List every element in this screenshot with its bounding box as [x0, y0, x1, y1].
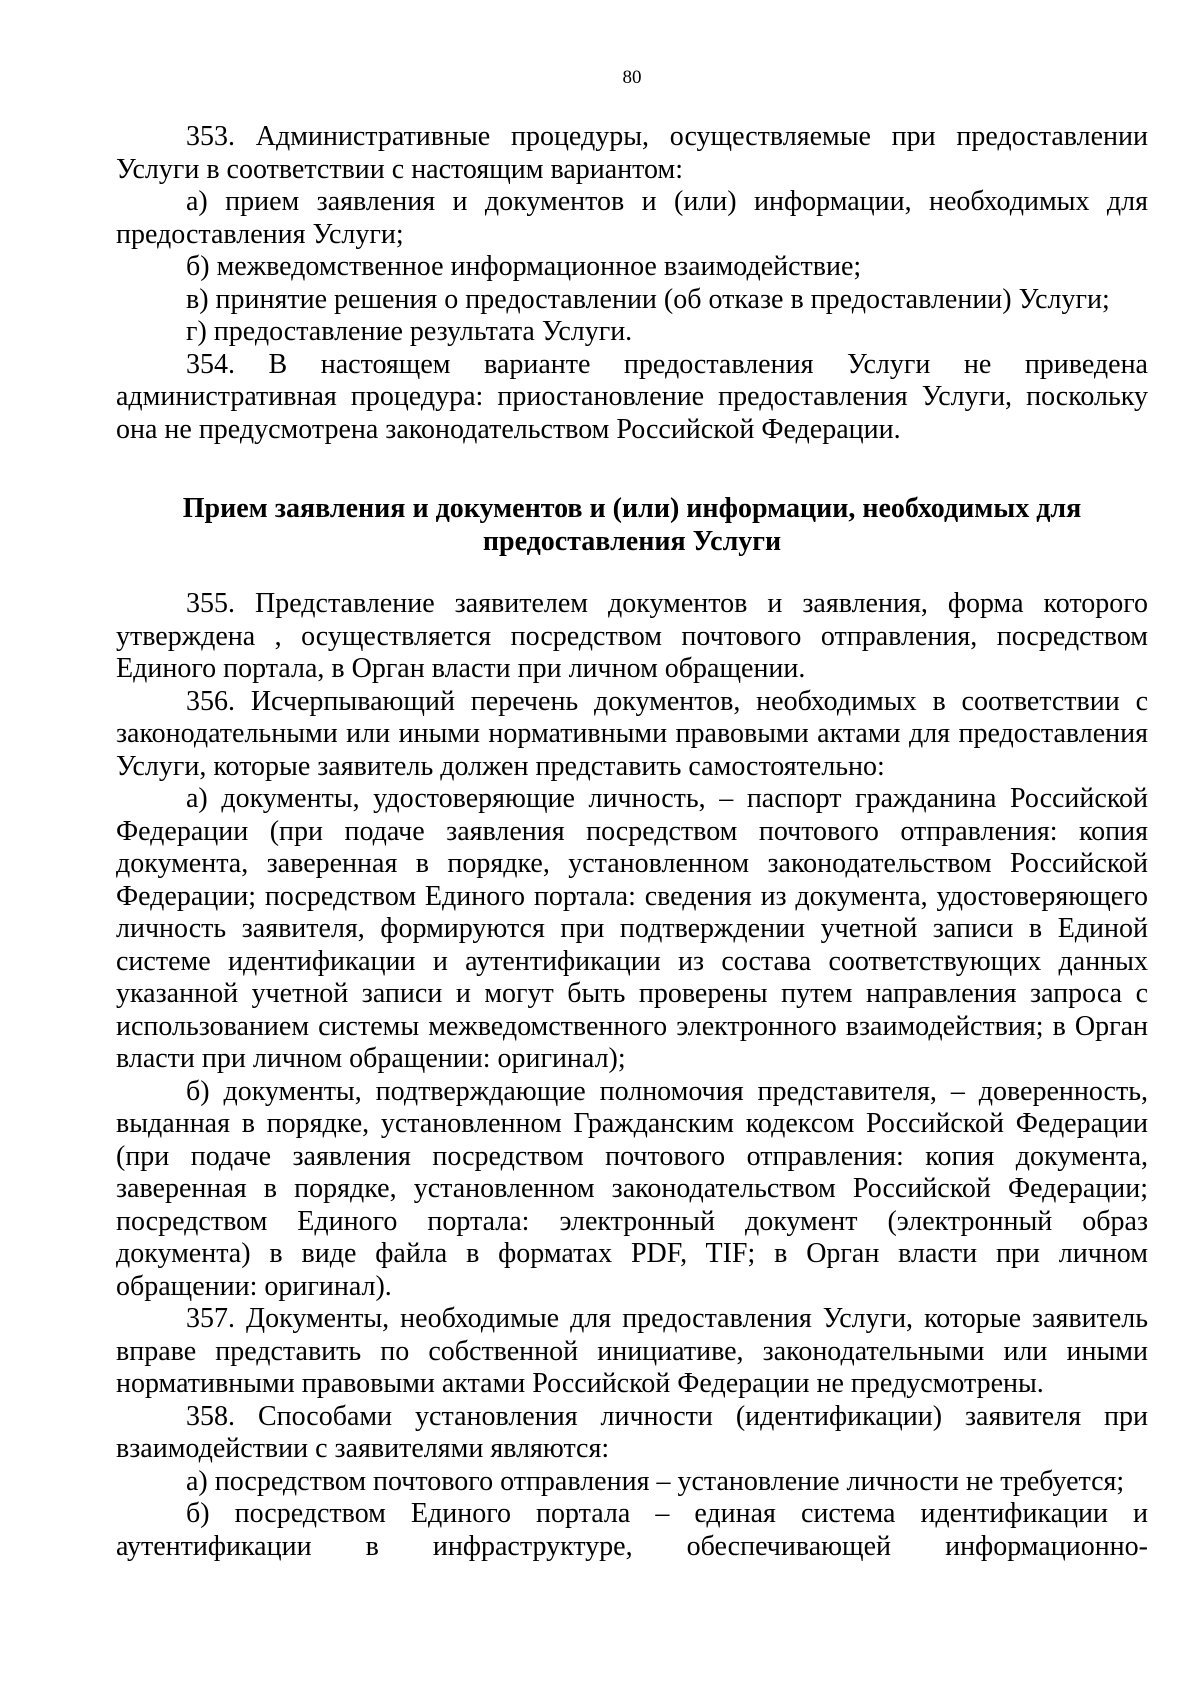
list-item-356-b: б) документы, подтверждающие полномочия представителя, – доверенность, выданная в порядке, установленном Гражданским кодексом Российской Федерации (при подаче заявления посредством почтового отправления: копия документа, заверенная в порядке, установленном законодательством Российской Федерации; посредством Единого портала: электронный документ (электронный образ документа) в виде файла в форматах PDF, TIF; в Орган власти при личном обращении: оригинал).	[116, 1075, 1148, 1302]
paragraph-354: 354. В настоящем варианте предоставления Услуги не приведена административная процедура: приостановление предоставления Услуги, поскольку она не предусмотрена законодательством Российской Федерации.	[116, 348, 1148, 445]
paragraph-356: 356. Исчерпывающий перечень документов, необходимых в соответствии с законодательными или иными нормативными правовыми актами для предоставления Услуги, которые заявитель должен представить самостоятельно:	[116, 685, 1148, 782]
list-item-v: в) принятие решения о предоставлении (об отказе в предоставлении) Услуги;	[186, 283, 1110, 315]
section-heading	[116, 492, 1148, 558]
list-item-g: г) предоставление результата Услуги.	[186, 316, 633, 347]
list-item-a: а) прием заявления и документов и (или) информации, необходимых для предоставления Услуги;	[116, 186, 1148, 250]
text-block-procedures	[116, 121, 1148, 446]
section-heading-line-2: предоставления Услуги	[482, 526, 782, 557]
list-item-358-b: б) посредством Единого портала – единая система идентификации и аутентификации в инфраструктуре, обеспечивающей информационно-	[116, 1498, 1148, 1562]
paragraph-353: 353. Административные процедуры, осуществляемые при предоставлении Услуги в соответствии с настоящим вариантом:	[116, 121, 1148, 185]
paragraph-357: 357. Документы, необходимые для предоставления Услуги, которые заявитель вправе представить по собственной инициативе, законодательными или иными нормативными правовыми актами Российской Федерации не предусмотрены.	[116, 1303, 1148, 1399]
list-item-b: б) межведомственное информационное взаимодействие;	[186, 251, 862, 282]
page-number: 80	[622, 67, 642, 88]
section-heading-line-1: Прием заявления и документов и (или) информации, необходимых для	[182, 493, 1082, 524]
list-item-358-a: а) посредством почтового отправления – установление личности не требуется;	[186, 1465, 1125, 1497]
paragraph-355: 355. Представление заявителем документов и заявления, форма которого утверждена , осуществляется посредством почтового отправления, посредством Единого портала, в Орган власти при личном обращении.	[116, 588, 1148, 684]
list-item-356-a: а) документы, удостоверяющие личность, – паспорт гражданина Российской Федерации (при подаче заявления посредством почтового отправления: копия документа, заверенная в порядке, установленном законодательством Российской Федерации; посредством Единого портала: сведения из документа, удостоверяющего личность заявителя, формируются при подтверждении учетной записи в Единой системе идентификации и аутентификации из состава соответствующих данных указанной учетной записи и могут быть проверены путем направления запроса с использованием системы межведомственного электронного взаимодействия; в Орган власти при личном обращении: оригинал);	[116, 783, 1148, 1074]
text-block-documents	[116, 588, 1148, 1563]
paragraph-358: 358. Способами установления личности (идентификации) заявителя при взаимодействии с заявителями являются:	[116, 1400, 1148, 1464]
